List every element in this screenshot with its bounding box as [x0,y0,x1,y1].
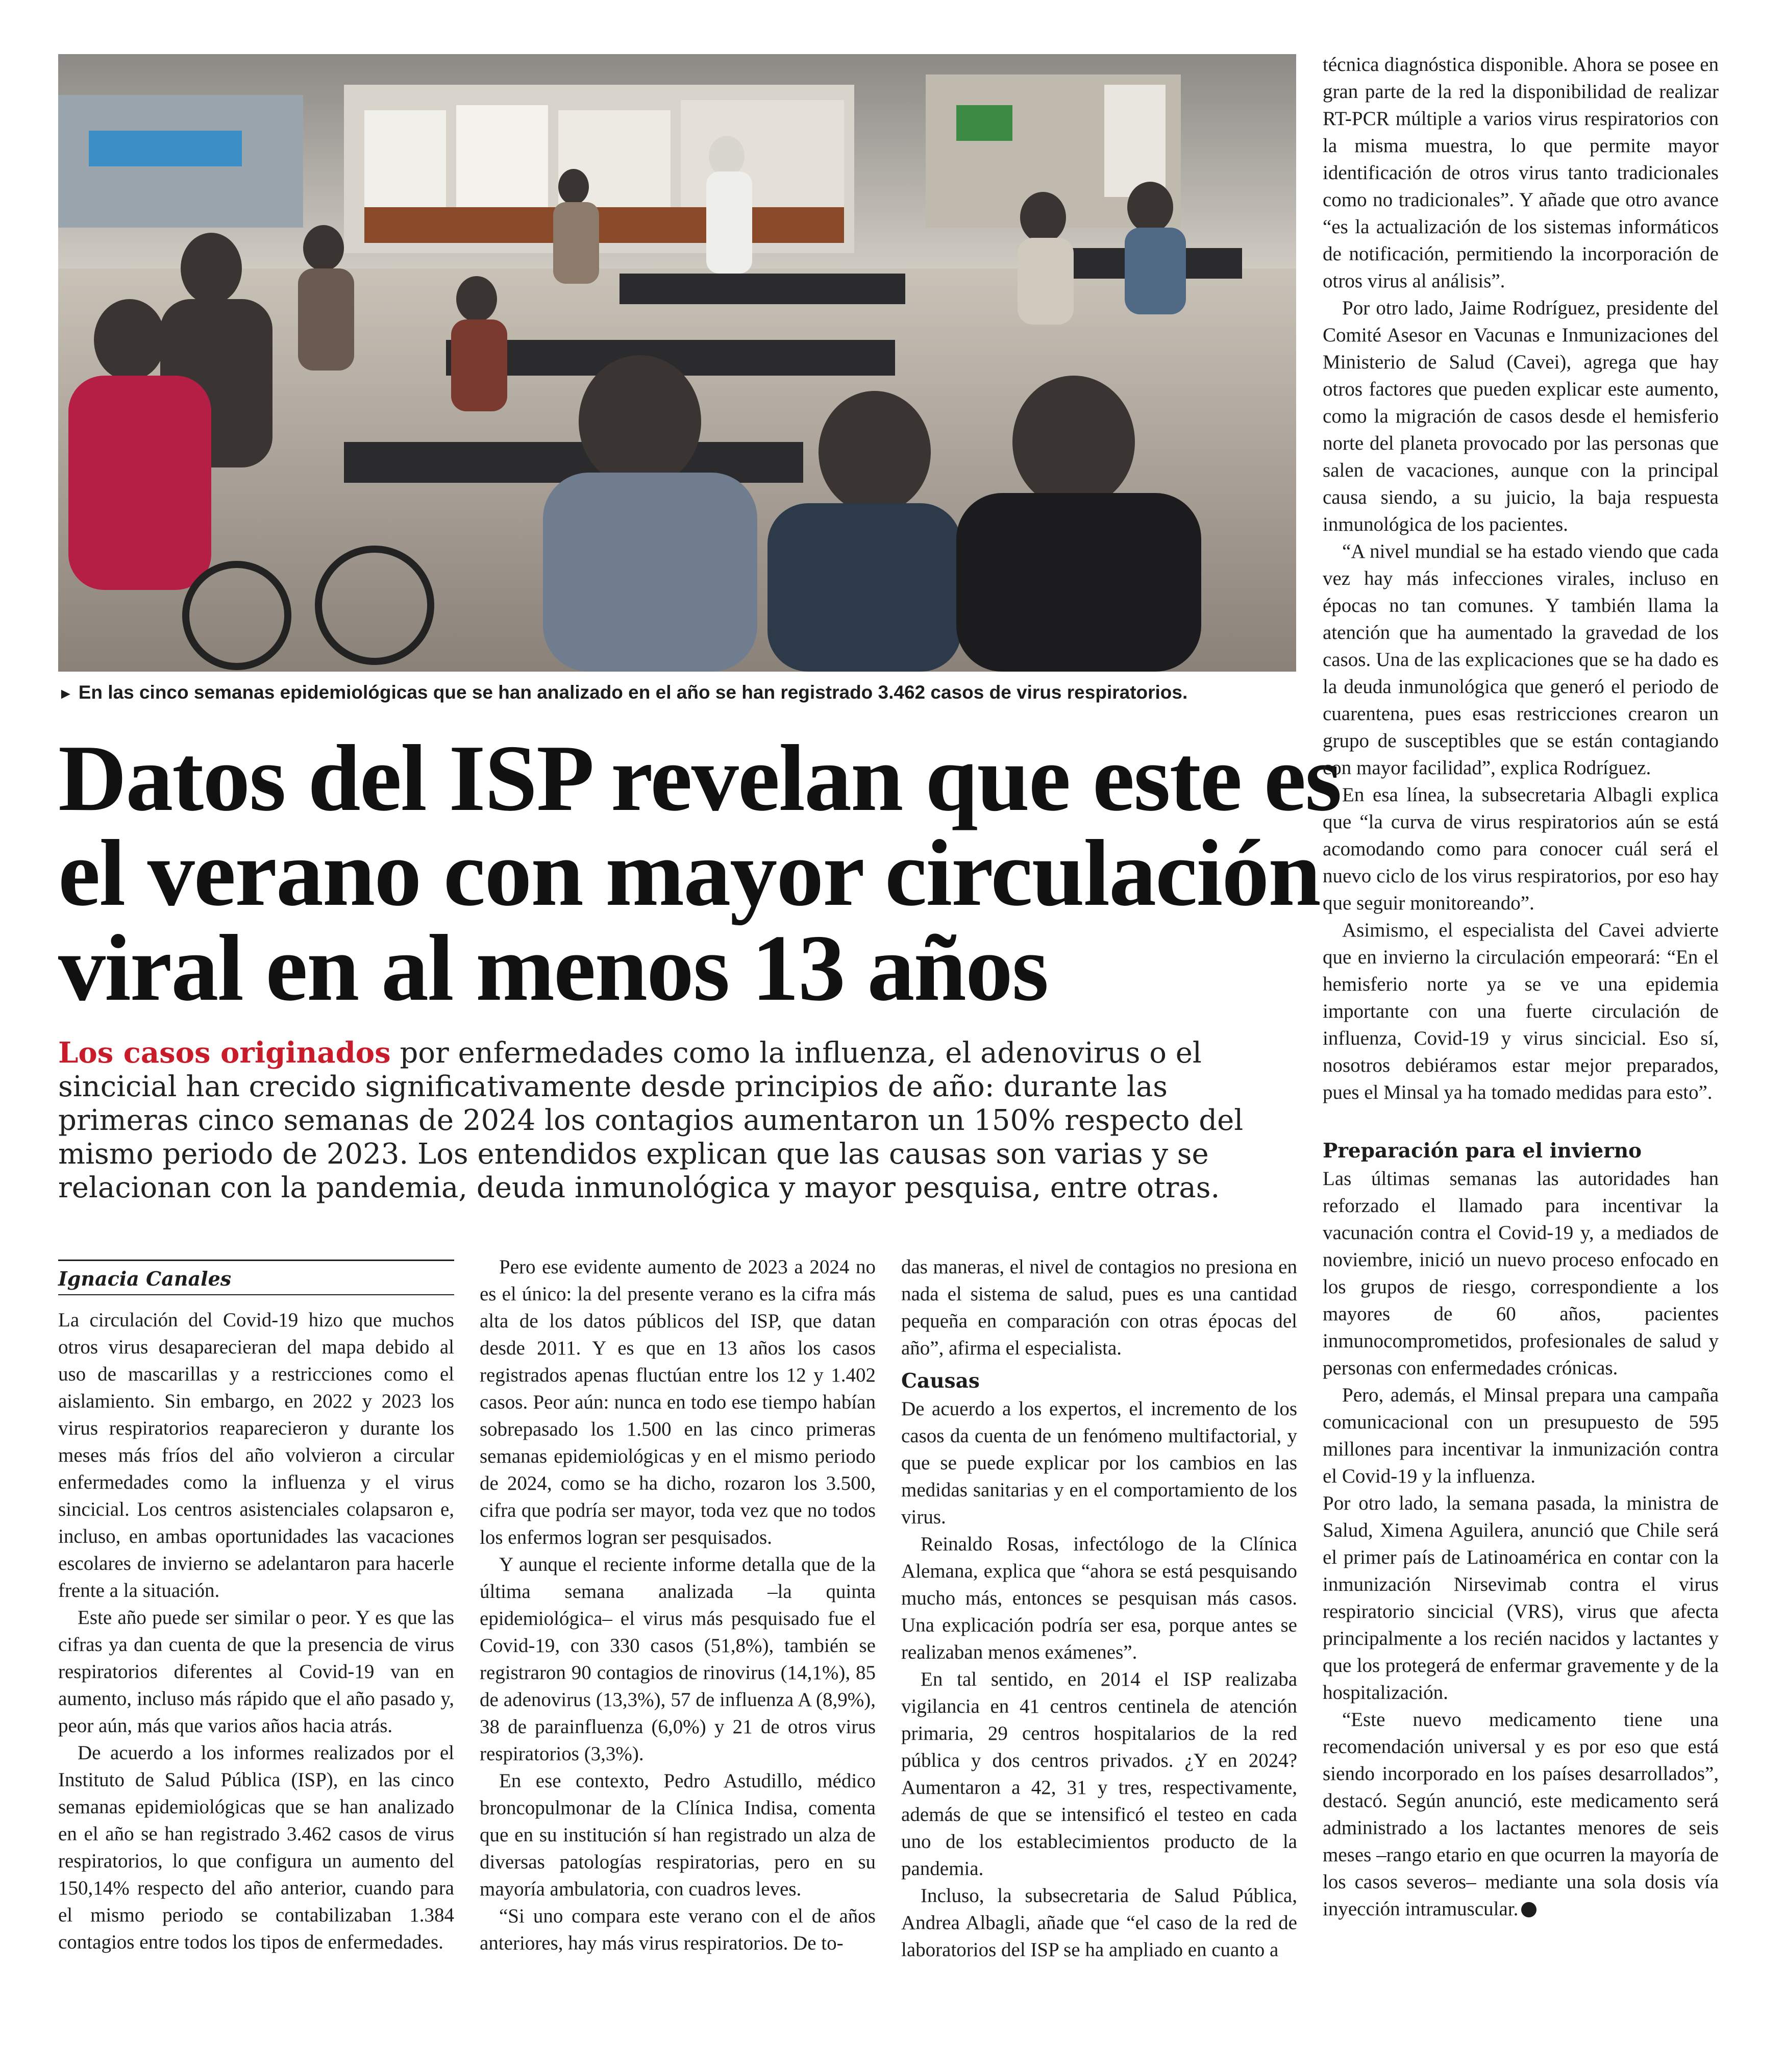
column-4 [1323,51,1719,1922]
paragraph: das maneras, el nivel de contagios no presiona en nada el sistema de salud, pues es una cantidad pequeña en comparación con otras épocas del año”, afirma el especialista. [901,1256,1297,1359]
lead-text: por enfermedades como la influenza, el adenovirus o el sincicial han crecido significativamente desde principios de año: durante las primeras cinco semanas de 2024 los contagios aumentaron un 150% respecto del mismo periodo de 2023. Los entendidos explican que las causas son varias y se relacionan con la pandemia, deuda inmunológica y mayor pesquisa, entre otras. [58,1037,1244,1204]
paragraph: Incluso, la subsecretaria de Salud Pública, Andrea Albagli, añade que “el caso de la red de laboratorios del ISP se ha ampliado en cuanto a [901,1885,1297,1961]
closing-paragraph-text: “Este nuevo medicamento tiene una recomendación universal y es por eso que está siendo incorporado en los países desarrollados”, destacó. Según anunció, este medicamento será administrado a los lactantes menores de seis meses –rango etario en que ocurren la mayoría de los casos severos– mediante una sola dosis vía inyección intramuscular. [1323,1709,1719,1920]
column-3 [901,1253,1297,1963]
byline-bottom-rule [58,1294,454,1295]
article-photo [58,54,1296,672]
section-heading-causas: Causas [901,1369,980,1393]
paragraph: Por otro lado, Jaime Rodríguez, presidente del Comité Asesor en Vacunas e Inmunizaciones del Ministerio de Salud (Cavei), agrega que hay otros factores que pueden explicar este aumento, como la migración de casos desde el hemisferio norte del planeta provocado por las personas que salen de vacaciones, aunque con la principal causa siendo, a su juicio, la baja respuesta inmunológica de los pacientes. [1323,297,1719,535]
paragraph: Asimismo, el especialista del Cavei advierte que en invierno la circulación empeorará: “En el hemisferio norte ya se ve una epidemia importante con una fuerte circulación de influenza, Covid-19 y virus sincicial. Eso sí, nosotros debiéramos estar mejor preparados, pues el Minsal ya ha tomado medidas para esto”. [1323,919,1719,1103]
column-1 [58,1306,454,1956]
lead-kicker: Los casos originados [58,1036,391,1070]
waiting-room-photo [58,54,1296,672]
paragraph: Y aunque el reciente informe detalla que de la última semana analizada –la quinta epidemiológica– el virus más pesquisado fue el Covid-19, con 330 casos (51,8%), también se registraron 90 contagios de rinovirus (14,1%), 85 de adenovirus (13,3%), 57 de influenza A (8,9%), 38 de parainfluenza (6,0%) y 21 de otros virus respiratorios (3,3%). [480,1553,876,1765]
headline [58,726,1341,1021]
paragraph: De acuerdo a los informes realizados por el Instituto de Salud Pública (ISP), en las cinco semanas epidemiológicas que se han analizado en el año se han registrado 3.462 casos de virus respiratorios, lo que configura un aumento del 150,14% respecto del año anterior, cuando para el mismo periodo se contabilizaban 1.384 contagios entre todos los tipos de enfermedades. [58,1742,454,1953]
paragraph: técnica diagnóstica disponible. Ahora se posee en gran parte de la red la disponibilidad de realizar RT-PCR múltiple a varios virus respiratorios con la misma muestra, lo que permite mayor identificación de otros virus tanto tradicionales como no tradicionales”. Y añade que otro avance “es la actualización de los sistemas informáticos de notificación, permitiendo la incorporación de otros virus al análisis”. [1323,54,1719,292]
paragraph: La circulación del Covid-19 hizo que muchos otros virus desaparecieran del mapa debido al uso de mascarillas y a restricciones como el aislamiento. Sin embargo, en 2022 y 2023 los virus respiratorios reaparecieron y durante los meses más fríos del año volvieron a circular enfermedades como la influenza y el virus sincicial. Los centros asistenciales colapsaron e, incluso, en ambas oportunidades las vacaciones escolares de invierno se adelantaron para hacerle frente a la situación. [58,1309,454,1601]
byline-top-rule [58,1260,454,1261]
column-2 [480,1253,876,1957]
byline: Ignacia Canales [58,1267,232,1290]
paragraph: Pero, además, el Minsal prepara una campaña comunicacional con un presupuesto de 595 millones para incentivar la inmunización contra el Covid-19 y la influenza. [1323,1384,1719,1487]
paragraph: Reinaldo Rosas, infectólogo de la Clínica Alemana, explica que “ahora se está pesquisando mucho más, entonces se pesquisan más casos. Una explicación podría ser esa, porque antes se realizaban menos exámenes”. [901,1533,1297,1663]
paragraph: “A nivel mundial se ha estado viendo que cada vez hay más infecciones virales, incluso en épocas no tan comunes. Y también llama la atención que ha aumentado la gravedad de los casos. Una de las explicaciones que se ha dado es la deuda inmunológica que generó el periodo de cuarentena, pues esas restricciones crearon un grupo de susceptibles que se están contagiando con mayor facilidad”, explica Rodríguez. [1323,540,1719,779]
paragraph: “Si uno compara este verano con el de años anteriores, hay más virus respiratorios. De to- [480,1905,876,1954]
paragraph: En esa línea, la subsecretaria Albagli explica que “la curva de virus respiratorios aún se está acomodando como para conocer cuál será el nuevo ciclo de los virus respiratorios, por eso hay que seguir monitoreando”. [1323,784,1719,914]
caption-text: En las cinco semanas epidemiológicas que se han analizado en el año se han registrado 3.462 casos de virus respiratorios. [78,682,1188,703]
paragraph [1323,1706,1719,1922]
caption-arrow-icon: ► [58,685,73,702]
headline-line-3: viral en al menos 13 años [58,916,1048,1021]
paragraph: En ese contexto, Pedro Astudillo, médico broncopulmonar de la Clínica Indisa, comenta que en su institución sí han registrado un alza de diversas patologías respiratorias, pero en su mayoría ambulatoria, con cuadros leves. [480,1770,876,1900]
paragraph: Pero ese evidente aumento de 2023 a 2024 no es el único: la del presente verano es la cifra más alta de los datos públicos del ISP, que datan desde 2011. Y es que en 13 años los casos registrados apenas fluctúan entre los 12 y 1.402 casos. Peor aún: nunca en todo ese tiempo habían sobrepasado los 1.500 en las cinco primeras semanas epidemiológicas y en el mismo periodo de 2024, como se ha dicho, rozaron los 3.500, cifra que podría ser mayor, toda vez que no todos los enfermos logran ser pesquisados. [480,1256,876,1548]
lead-paragraph [58,1036,1252,1205]
paragraph: En tal sentido, en 2014 el ISP realizaba vigilancia en 41 centros centinela de atención primaria, 29 centros hospitalarios de la red pública y dos centros privados. ¿Y en 2024? Aumentaron a 42, 31 y tres, respectivamente, además de que se intensificó el testeo en cada uno de los establecimientos producto de la pandemia. [901,1668,1297,1880]
section-heading-preparacion: Preparación para el invierno [1323,1139,1642,1163]
photo-caption [58,681,1296,706]
headline-line-1: Datos del ISP revelan que este es [58,726,1341,831]
paragraph: Por otro lado, la semana pasada, la ministra de Salud, Ximena Aguilera, anunció que Chile será el primer país de Latinoamérica en contar con la inmunización Nirsevimab contra el virus respiratorio sincicial (VRS), virus que afecta principalmente a los recién nacidos y lactantes y que los protegerá de enfermar gravemente y de la hospitalización. [1323,1492,1719,1704]
paragraph: Este año puede ser similar o peor. Y es que las cifras ya dan cuenta de que la presencia de virus respiratorios diferentes al Covid-19 van en aumento, incluso más rápido que el año pasado y, peor aún, más que varios años hacia atrás. [58,1607,454,1737]
headline-line-2: el verano con mayor circulación [58,821,1320,926]
end-of-article-icon [1521,1902,1537,1917]
paragraph: De acuerdo a los expertos, el incremento de los casos da cuenta de un fenómeno multifactorial, y que se puede explicar por los cambios en las medidas sanitarias y en el comportamiento de los virus. [901,1398,1297,1528]
paragraph: Las últimas semanas las autoridades han reforzado el llamado para incentivar la vacunación contra el Covid-19 y, a mediados de noviembre, inició un nuevo proceso enfocado en los grupos de riesgo, correspondiente a los mayores de 60 años, pacientes inmunocomprometidos, profesionales de salud y personas con enfermedades crónicas. [1323,1168,1719,1379]
